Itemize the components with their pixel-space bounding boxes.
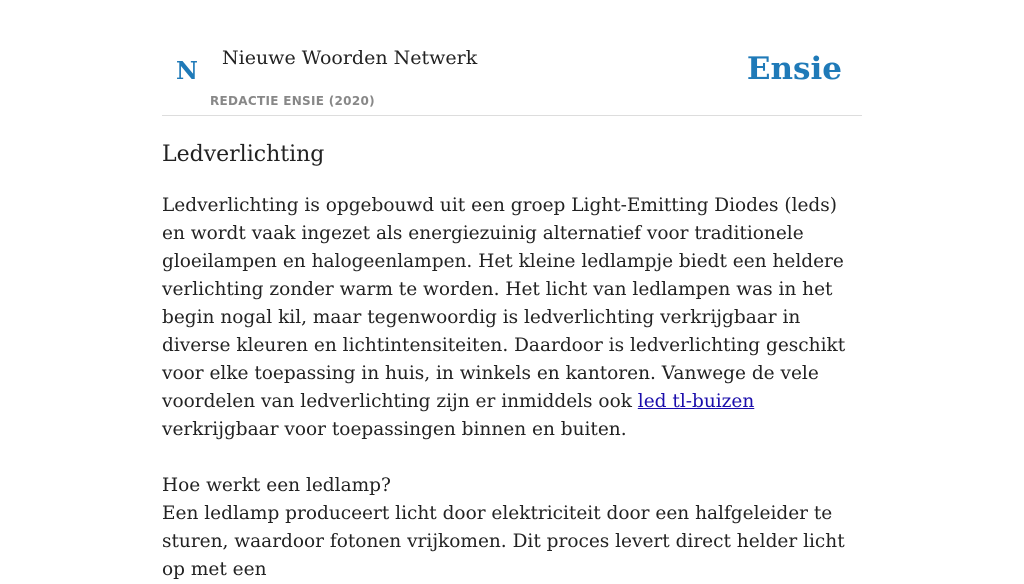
article-paragraph: Een ledlamp produceert licht door elektriciteit door een halfgeleider te sturen, waardoor fotonen vrijkomen. Dit proces levert direct helder licht op met een [162,503,845,580]
site-logo-icon[interactable]: N [176,56,198,85]
article [162,138,862,584]
article-paragraph [162,192,862,444]
paragraph-text: Ledverlichting is opgebouwd uit een groep Light-Emitting Diodes (leds) en wordt vaak ingezet als energiezuinig alternatief voor traditionele gloeilampen en halogeenlampen. Het kleine ledlampje biedt een heldere verlichting zonder warm te worden. Het licht van ledlampen was in het begin nogal kil, maar tegenwoordig is ledverlichting verkrijgbaar in diverse kleuren en lichtintensiteiten. Daardoor is ledverlichting geschikt voor elke toepassing in huis, in winkels en kantoren. Vanwege de vele voordelen van ledverlichting zijn er inmiddels ook [162,195,846,412]
led-tl-buizen-link[interactable]: led tl-buizen [637,391,755,412]
article-subheading: Hoe werkt een ledlamp? [162,475,391,496]
site-header [162,0,862,116]
site-title[interactable]: Nieuwe Woorden Netwerk [222,47,478,69]
paragraph-spacer [162,444,862,472]
brand-logo[interactable]: Ensie [746,51,842,87]
source-label: REDACTIE ENSIE (2020) [210,94,375,108]
paragraph-text: verkrijgbaar voor toepassingen binnen en buiten. [162,419,627,440]
article-body [162,192,862,584]
article-title: Ledverlichting [162,142,325,167]
